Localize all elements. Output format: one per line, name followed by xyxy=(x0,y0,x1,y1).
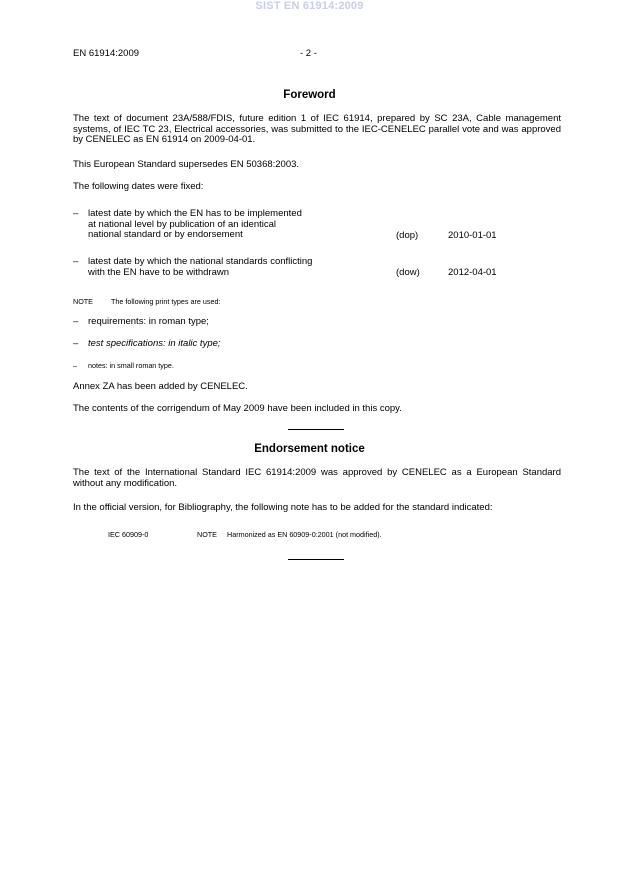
foreword-title: Foreword xyxy=(283,89,336,101)
dates-item-line: latest date by which the EN has to be implemented xyxy=(88,208,302,219)
dates-item-line: at national level by publication of an identical xyxy=(88,218,277,230)
dates-list-item xyxy=(73,257,561,281)
dates-list-item xyxy=(73,209,561,243)
dates-item-line: with the EN have to be withdrawn xyxy=(88,266,229,278)
dash-bullet: – xyxy=(73,208,79,219)
dash-bullet: – xyxy=(73,361,77,370)
dates-item-line: national standard or by endorsement xyxy=(88,229,243,241)
bibliography-note-label: NOTE xyxy=(197,530,217,539)
bibliography-standard: IEC 60909-0 xyxy=(108,530,149,539)
dates-value-dop: 2010-01-01 xyxy=(448,230,497,241)
watermark: SIST EN 61914:2009 xyxy=(255,0,364,12)
print-type-item xyxy=(73,339,473,351)
print-type-roman: requirements: in roman type; xyxy=(88,316,209,327)
end-divider xyxy=(288,559,344,560)
foreword-paragraph-1: The text of document 23A/588/FDIS, future edition 1 of IEC 61914, prepared by SC 23A, Cable management systems, of IEC TC 23, Electrical accessories, was submitted to the IEC-CENELEC parallel vote and was approved by CENELEC as EN 61914 on 2009-04-01. xyxy=(73,113,561,146)
dash-bullet: – xyxy=(73,338,79,349)
endorsement-paragraph-2: In the official version, for Bibliography, the following note has to be added for the standard indicated: xyxy=(73,502,493,513)
print-type-item xyxy=(73,317,473,329)
endorsement-paragraph-1: The text of the International Standard IEC 61914:2009 was approved by CENELEC as a European Standard without any modification. xyxy=(73,467,561,489)
foreword-paragraph-2: This European Standard supersedes EN 50368:2003. xyxy=(73,159,300,170)
section-divider xyxy=(288,429,344,430)
header-doc-id: EN 61914:2009 xyxy=(73,48,140,59)
dash-bullet: – xyxy=(73,316,79,327)
annex-paragraph: Annex ZA has been added by CENELEC. xyxy=(73,381,248,392)
dates-code-dow: (dow) xyxy=(396,267,420,278)
note-text: The following print types are used: xyxy=(111,297,221,306)
note-label: NOTE xyxy=(73,297,93,306)
bibliography-note-text: Harmonized as EN 60909-0:2001 (not modified). xyxy=(227,530,382,539)
corrigendum-paragraph: The contents of the corrigendum of May 2009 have been included in this copy. xyxy=(73,403,402,414)
foreword-paragraph-3: The following dates were fixed: xyxy=(73,181,204,192)
dates-item-line: latest date by which the national standards conflicting xyxy=(88,256,313,267)
dash-bullet: – xyxy=(73,256,79,267)
print-type-italic: test specifications: in italic type; xyxy=(88,338,221,349)
print-type-item xyxy=(73,361,473,371)
header-page-number: - 2 - xyxy=(300,48,317,59)
dates-code-dop: (dop) xyxy=(396,230,419,241)
endorsement-title: Endorsement notice xyxy=(254,443,365,455)
print-type-small: notes: in small roman type. xyxy=(88,361,174,370)
dates-value-dow: 2012-04-01 xyxy=(448,267,497,278)
